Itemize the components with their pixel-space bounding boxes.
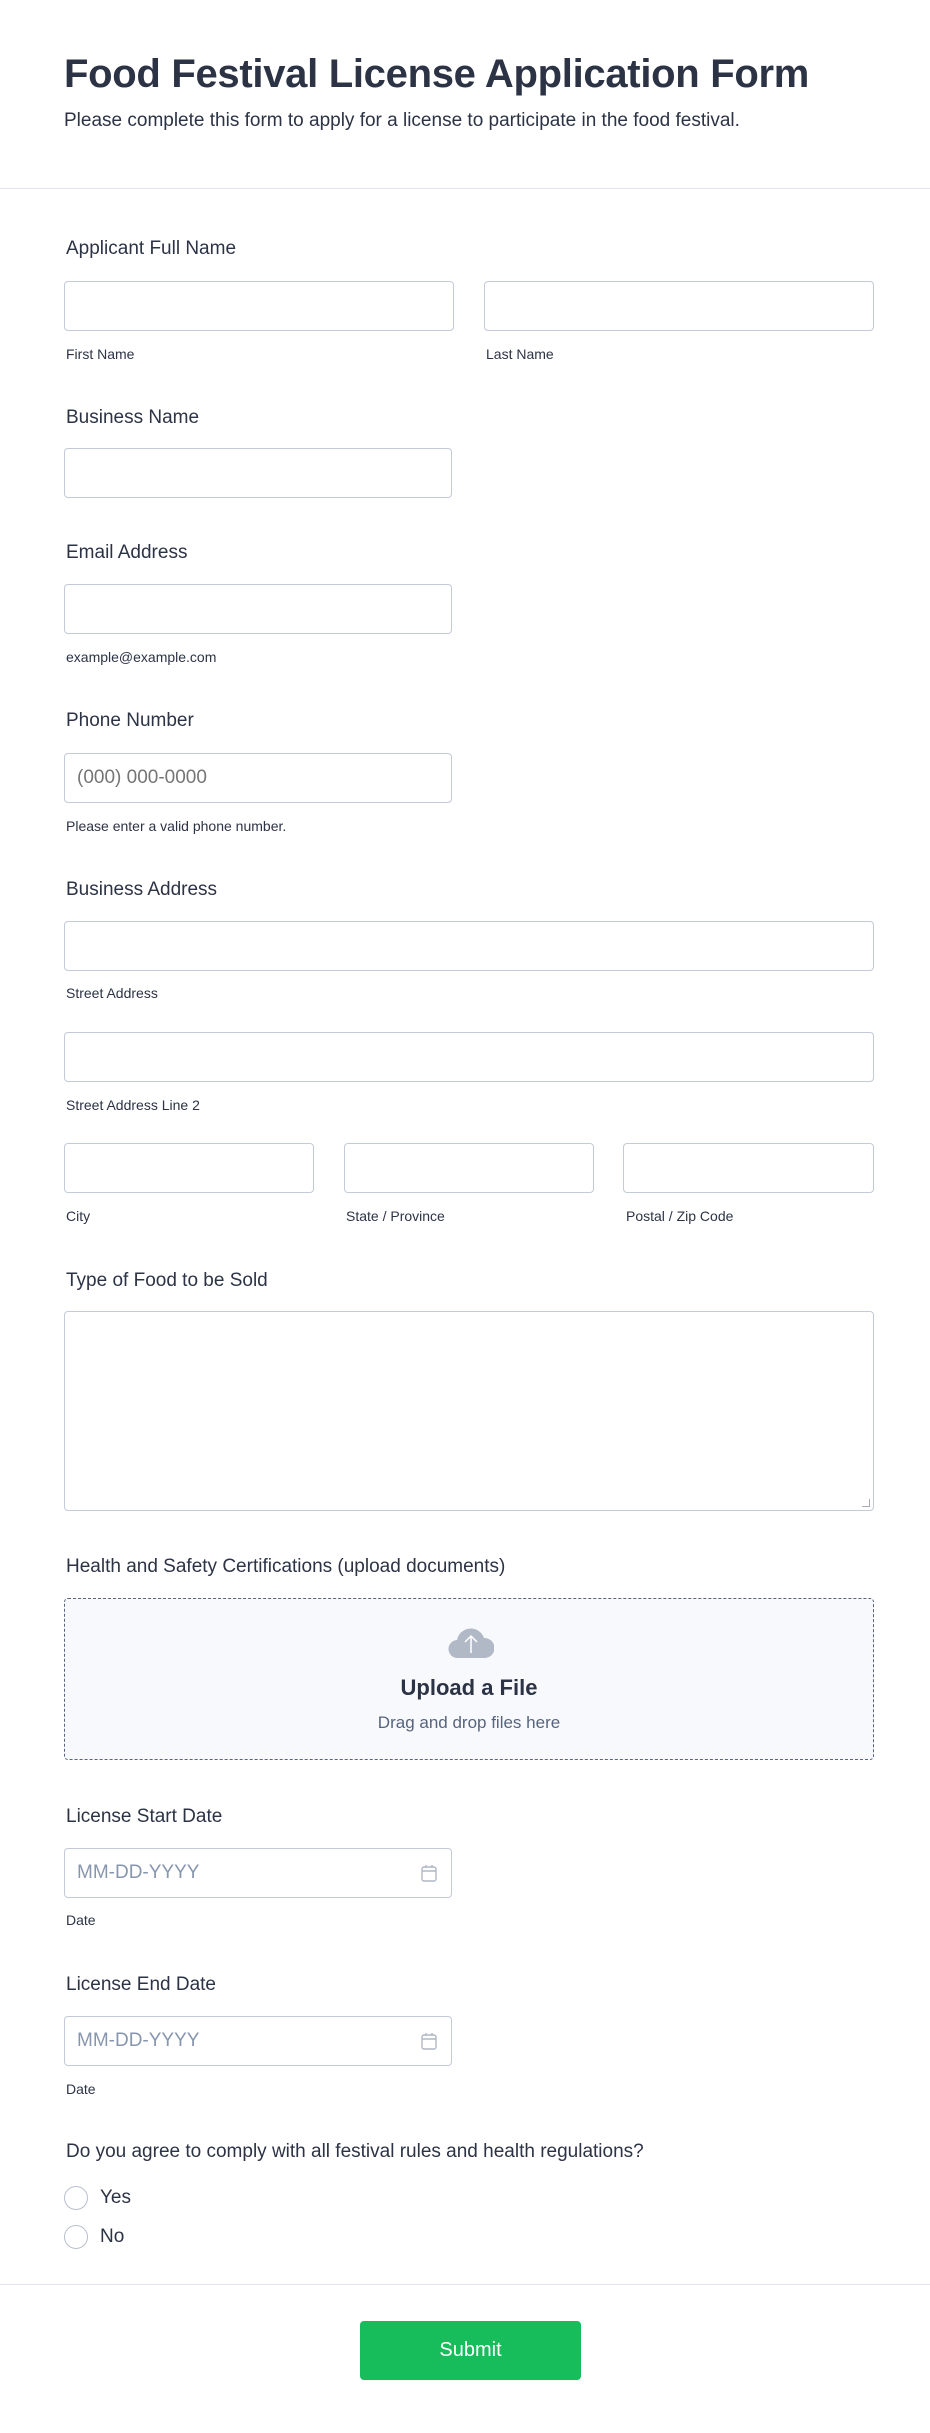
email-label: Email Address: [66, 542, 188, 563]
end-date-placeholder: MM-DD-YYYY: [77, 2030, 200, 2051]
upload-subtitle: Drag and drop files here: [377, 1713, 561, 1732]
email-input[interactable]: [64, 584, 452, 634]
full-name-label: Applicant Full Name: [66, 238, 237, 259]
radio-yes-label[interactable]: Yes: [100, 2187, 131, 2208]
upload-title: Upload a File: [400, 1675, 538, 1700]
state-sublabel: State / Province: [346, 1208, 445, 1224]
radio-no[interactable]: [64, 2225, 88, 2249]
street-address-line2-input[interactable]: [64, 1032, 874, 1082]
file-upload-dropzone[interactable]: [64, 1598, 874, 1760]
start-date-input[interactable]: [64, 1848, 452, 1898]
business-name-label: Business Name: [66, 407, 200, 428]
start-date-placeholder: MM-DD-YYYY: [77, 1862, 200, 1883]
first-name-sublabel: First Name: [66, 346, 135, 362]
phone-input[interactable]: [64, 753, 452, 803]
cloud-upload-icon: [448, 1625, 494, 1659]
zip-input[interactable]: [623, 1143, 874, 1193]
phone-label: Phone Number: [66, 710, 194, 731]
state-input[interactable]: [344, 1143, 594, 1193]
radio-no-label[interactable]: No: [100, 2226, 125, 2247]
address-label: Business Address: [66, 879, 218, 900]
submit-button[interactable]: Submit: [360, 2321, 581, 2380]
start-date-sublabel: Date: [66, 1912, 96, 1928]
phone-sublabel: Please enter a valid phone number.: [66, 818, 287, 834]
food-type-textarea[interactable]: [64, 1311, 874, 1511]
resize-handle-icon[interactable]: [862, 1499, 870, 1507]
business-name-input[interactable]: [64, 448, 452, 498]
food-type-label: Type of Food to be Sold: [66, 1270, 268, 1291]
city-sublabel: City: [66, 1208, 91, 1224]
street-address-input[interactable]: [64, 921, 874, 971]
end-date-sublabel: Date: [66, 2081, 96, 2097]
calendar-icon[interactable]: [421, 1864, 437, 1882]
form-subtitle: Please complete this form to apply for a license to participate in the food festival.: [64, 110, 740, 131]
form-title: Food Festival License Application Form: [64, 52, 810, 96]
end-date-label: License End Date: [66, 1974, 216, 1995]
last-name-sublabel: Last Name: [486, 346, 554, 362]
header-divider: [0, 188, 930, 189]
footer-divider: [0, 2284, 930, 2285]
agree-label: Do you agree to comply with all festival rules and health regulations?: [66, 2141, 644, 2162]
calendar-icon[interactable]: [421, 2032, 437, 2050]
last-name-input[interactable]: [484, 281, 874, 331]
street-address-line2-sublabel: Street Address Line 2: [66, 1097, 200, 1113]
start-date-label: License Start Date: [66, 1806, 223, 1827]
end-date-input[interactable]: [64, 2016, 452, 2066]
city-input[interactable]: [64, 1143, 314, 1193]
email-sublabel: example@example.com: [66, 649, 217, 665]
zip-sublabel: Postal / Zip Code: [626, 1208, 734, 1224]
radio-yes[interactable]: [64, 2186, 88, 2210]
first-name-input[interactable]: [64, 281, 454, 331]
street-address-sublabel: Street Address: [66, 985, 158, 1001]
certifications-label: Health and Safety Certifications (upload documents): [66, 1556, 506, 1577]
